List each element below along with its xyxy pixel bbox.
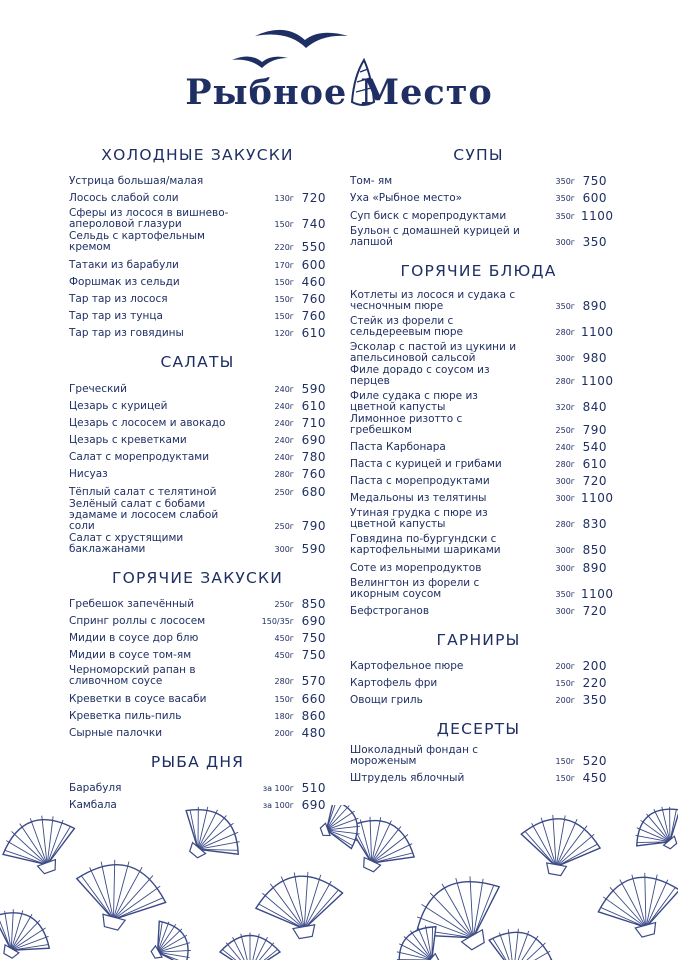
menu-item [69, 644, 326, 661]
item-weight: 240г [274, 384, 294, 394]
seashell-icon [0, 898, 60, 960]
item-name: Бульон с домашней курицей и лапшой [350, 224, 520, 248]
item-weight: 150г [555, 757, 575, 767]
item-weight: 450г [274, 634, 294, 644]
item-name: Стейк из форели с сельдерeевым пюре [350, 314, 464, 338]
item-name: Сельдь с картофельным кремом [69, 230, 205, 254]
item-weight: 150г [274, 277, 294, 287]
item-price: 660 [301, 691, 326, 706]
item-price: 450 [582, 771, 607, 786]
menu-item [69, 271, 326, 288]
item-weight: 450г [274, 651, 294, 661]
item-weight: за 100г [262, 801, 294, 811]
item-price: 720 [301, 191, 326, 206]
menu-item [69, 288, 326, 305]
item-price: 600 [582, 191, 607, 206]
item-name: Греческий [69, 382, 127, 395]
menu-item [69, 429, 326, 446]
item-name: Филе судака с пюре из цветной капусты [350, 389, 478, 413]
item-name: Лосось слабой соли [69, 192, 179, 205]
menu-item [69, 687, 326, 704]
item-price: 610 [301, 326, 326, 341]
item-weight: 280г [555, 520, 575, 530]
menu-item [69, 187, 326, 204]
item-weight: 280г [555, 327, 575, 337]
item-name: Нисуаз [69, 468, 108, 481]
item-price: 890 [582, 298, 607, 313]
item-weight: 300г [274, 544, 294, 554]
section-title: САЛАТЫ [160, 353, 235, 372]
item-name: Татаки из барабули [69, 258, 179, 271]
menu-item [350, 655, 607, 672]
item-price: 540 [582, 439, 607, 454]
seashell-icon [168, 805, 253, 876]
seashell-pattern [0, 805, 678, 960]
item-price: 1100 [581, 586, 614, 601]
menu-item [69, 610, 326, 627]
menu-item [69, 661, 326, 687]
item-price: 760 [301, 291, 326, 306]
menu-item [350, 672, 607, 689]
seashell-icon [67, 850, 174, 940]
menu-item [69, 377, 326, 394]
item-weight: 280г [274, 470, 294, 480]
item-weight: 150г [274, 312, 294, 322]
item-weight: 170г [274, 260, 294, 270]
item-price: 590 [301, 381, 326, 396]
item-price: 1100 [581, 208, 614, 223]
item-price: 830 [582, 517, 607, 532]
menu-item [69, 480, 326, 497]
item-weight: 300г [555, 563, 575, 573]
item-name: Цезарь с креветками [69, 434, 187, 447]
item-weight: 350г [555, 194, 575, 204]
item-weight: 250г [555, 425, 575, 435]
item-weight: 300г [555, 353, 575, 363]
item-weight: 150г [555, 679, 575, 689]
menu-left-column [69, 140, 326, 811]
menu-item [350, 744, 607, 767]
menu-item [350, 286, 607, 312]
item-price: 680 [301, 484, 326, 499]
seashell-icon [479, 919, 560, 960]
item-name: Картофель фри [350, 677, 438, 690]
item-price: 460 [301, 274, 326, 289]
item-price: 850 [582, 543, 607, 558]
item-weight: 350г [555, 589, 575, 599]
item-name: Сферы из лосося в вишнево-апероловой глазури [69, 207, 229, 231]
menu-item [350, 487, 614, 506]
menu-item [69, 498, 326, 532]
item-name: Зелёный салат с бобами эдамаме и лососем слабой соли [69, 497, 219, 532]
menu-item [69, 253, 326, 270]
item-weight: 150г [274, 294, 294, 304]
item-weight: 300г [555, 606, 575, 616]
menu-item [350, 504, 607, 530]
item-price: 350 [582, 234, 607, 249]
seashell-icon [515, 809, 604, 882]
item-price: 720 [582, 603, 607, 618]
menu-item [350, 689, 607, 706]
menu-item [350, 767, 607, 784]
menu-item [69, 593, 326, 610]
section-title: СУПЫ [453, 146, 504, 164]
item-price: 510 [301, 781, 326, 796]
menu-item [350, 170, 607, 187]
item-price: 690 [301, 798, 326, 813]
item-price: 710 [301, 415, 326, 430]
seashell-icon [140, 913, 200, 960]
item-price: 550 [301, 240, 326, 255]
item-name: Барабуля [69, 782, 122, 795]
item-weight: 150г [555, 774, 575, 784]
item-name: Салат с хрустящими баклажанами [69, 531, 184, 555]
item-name: Паста с морепродуктами [350, 475, 490, 488]
menu-item [350, 387, 607, 413]
menu-item [69, 305, 326, 322]
item-name: Черноморский рапан в сливочном соусе [69, 664, 196, 688]
item-price: 1100 [581, 373, 614, 388]
item-price: 780 [301, 450, 326, 465]
item-weight: 320г [555, 402, 575, 412]
seashell-icon [251, 865, 349, 945]
menu-item [69, 170, 326, 187]
item-name: Филе дорадо с соусом из перцев [350, 363, 490, 387]
item-weight: 150г [274, 220, 294, 230]
menu-item [69, 463, 326, 480]
item-price: 1100 [581, 491, 614, 506]
item-name: Тар тар из тунца [69, 310, 163, 323]
item-name: Эсколар с пастой из цукини и апельсиновой сальсой [350, 340, 517, 364]
menu-item [69, 777, 326, 794]
item-name: Уха «Рыбное место» [350, 192, 463, 205]
item-weight: 240г [274, 401, 294, 411]
item-name: Устрица большая/малая [69, 175, 204, 188]
menu-item [350, 556, 607, 573]
item-weight: 350г [555, 301, 575, 311]
section-title: ГОРЯЧИЕ БЛЮДА [400, 261, 557, 280]
item-weight: 300г [555, 237, 575, 247]
item-name: Медальоны из телятины [350, 492, 487, 505]
item-name: Креветки в соусе васаби [69, 692, 207, 705]
item-weight: 280г [555, 376, 575, 386]
item-name: Тар тар из лосося [69, 292, 168, 305]
item-weight: 240г [274, 436, 294, 446]
item-weight: 200г [274, 728, 294, 738]
item-weight: 120г [274, 329, 294, 339]
item-price: 760 [301, 467, 326, 482]
menu-item [350, 312, 614, 339]
item-price: 750 [301, 631, 326, 646]
item-price: 790 [582, 422, 607, 437]
menu-item [350, 600, 607, 617]
item-name: Цезарь с лососем и авокадо [69, 416, 226, 429]
seashell-icon [0, 805, 85, 885]
seashell-icon [591, 864, 678, 947]
section-title: ГАРНИРЫ [436, 630, 521, 649]
item-name: Штрудель яблочный [350, 772, 465, 785]
menu-right-column [350, 140, 614, 786]
item-weight: 240г [555, 442, 575, 452]
menu-item [69, 532, 326, 555]
item-price: 1100 [581, 324, 614, 339]
item-weight: 240г [274, 418, 294, 428]
item-price: 760 [301, 309, 326, 324]
menu-item [69, 705, 326, 722]
item-price: 600 [301, 257, 326, 272]
menu-item [69, 412, 326, 429]
item-name: Бефстроганов [350, 604, 430, 617]
item-price: 220 [582, 676, 607, 691]
item-name: Соте из морепродуктов [350, 561, 482, 574]
menu-item [350, 363, 614, 388]
item-name: Креветка пиль-пиль [69, 709, 182, 722]
item-price: 520 [582, 754, 607, 769]
restaurant-logo [0, 14, 678, 124]
logo-text: Рыбное Место [185, 72, 493, 113]
item-name: Велингтон из форели с икорным соусом [350, 576, 480, 600]
item-price: 740 [301, 217, 326, 232]
item-name: Паста с курицей и грибами [350, 457, 502, 470]
item-price: 720 [582, 474, 607, 489]
item-weight: 350г [555, 211, 575, 221]
item-name: Лимонное ризотто с гребешком [350, 412, 463, 436]
menu-item [350, 413, 607, 436]
item-weight: 150/35г [261, 617, 294, 626]
item-price: 480 [301, 725, 326, 740]
item-weight: 300г [555, 477, 575, 487]
item-weight: 250г [274, 521, 294, 531]
item-price: 790 [301, 518, 326, 533]
section-title: ГОРЯЧИЕ ЗАКУСКИ [111, 568, 284, 587]
menu-item [350, 470, 607, 487]
menu-item [69, 395, 326, 412]
item-name: Тар тар из говядины [69, 327, 184, 340]
menu-item [69, 446, 326, 463]
item-name: Мидии в соусе том-ям [69, 649, 192, 662]
item-price: 570 [301, 674, 326, 689]
item-name: Паста Карбонара [350, 440, 446, 453]
item-weight: 130г [274, 194, 294, 204]
menu-item [69, 722, 326, 739]
item-name: Картофельное пюре [350, 659, 464, 672]
item-price: 200 [582, 658, 607, 673]
item-weight: 250г [274, 599, 294, 609]
section-title: РЫБА ДНЯ [150, 752, 245, 771]
item-name: Сырные палочки [69, 726, 163, 739]
item-weight: за 100г [262, 784, 294, 794]
item-weight: 300г [555, 494, 575, 504]
item-weight: 300г [555, 546, 575, 556]
item-price: 350 [582, 693, 607, 708]
menu-item [350, 222, 607, 248]
seashell-icon [220, 933, 280, 960]
item-price: 590 [301, 541, 326, 556]
item-price: 750 [582, 174, 607, 189]
item-name: Котлеты из лосося и судака с чесночным пюре [350, 288, 516, 312]
item-price: 690 [301, 614, 326, 628]
item-price: 980 [582, 350, 607, 365]
item-name: Цезарь с курицей [69, 399, 168, 412]
item-price: 610 [301, 398, 326, 413]
menu-item [69, 204, 326, 230]
item-weight: 200г [555, 661, 575, 671]
item-weight: 280г [555, 459, 575, 469]
item-price: 750 [301, 648, 326, 663]
item-weight: 280г [274, 677, 294, 687]
item-price: 690 [301, 433, 326, 448]
section-title: ДЕСЕРТЫ [436, 720, 521, 739]
item-name: Говядина по-бургундски с картофельными шариками [350, 533, 501, 557]
item-price: 610 [582, 456, 607, 471]
item-name: Камбала [69, 799, 117, 812]
item-name: Мидии в соусе дор блю [69, 632, 199, 645]
menu-item [350, 187, 607, 204]
item-weight: 200г [555, 696, 575, 706]
menu-item [69, 627, 326, 644]
menu-item [350, 530, 607, 556]
menu-item [350, 204, 614, 223]
item-weight: 240г [274, 453, 294, 463]
item-weight: 220г [274, 243, 294, 253]
seashell-icon [625, 805, 678, 864]
item-name: Утиная грудка с пюре из цветной капусты [350, 507, 488, 531]
item-price: 860 [301, 708, 326, 723]
item-weight: 150г [274, 694, 294, 704]
item-weight: 350г [555, 177, 575, 187]
item-price: 850 [301, 596, 326, 611]
item-name: Салат с морепродуктами [69, 451, 210, 464]
menu-item [69, 322, 326, 339]
item-name: Тёплый салат с телятиной [69, 485, 217, 498]
menu-item [350, 338, 607, 364]
menu-item [350, 574, 614, 601]
item-price: 890 [582, 560, 607, 575]
item-name: Суп биск с морепродуктами [350, 209, 507, 222]
section-title: ХОЛОДНЫЕ ЗАКУСКИ [101, 146, 294, 164]
menu-item [350, 453, 607, 470]
menu-item [69, 230, 326, 253]
item-price: 840 [582, 399, 607, 414]
item-name: Том- ям [350, 175, 393, 188]
item-name: Шоколадный фондан с мороженым [350, 744, 479, 768]
item-weight: 180г [274, 711, 294, 721]
item-weight: 250г [274, 487, 294, 497]
item-name: Овощи гриль [350, 694, 423, 707]
item-name: Форшмак из сельди [69, 275, 180, 288]
item-name: Гребешок запечённый [69, 597, 195, 610]
item-name: Спринг роллы с лососем [69, 615, 206, 627]
menu-item [350, 436, 607, 453]
